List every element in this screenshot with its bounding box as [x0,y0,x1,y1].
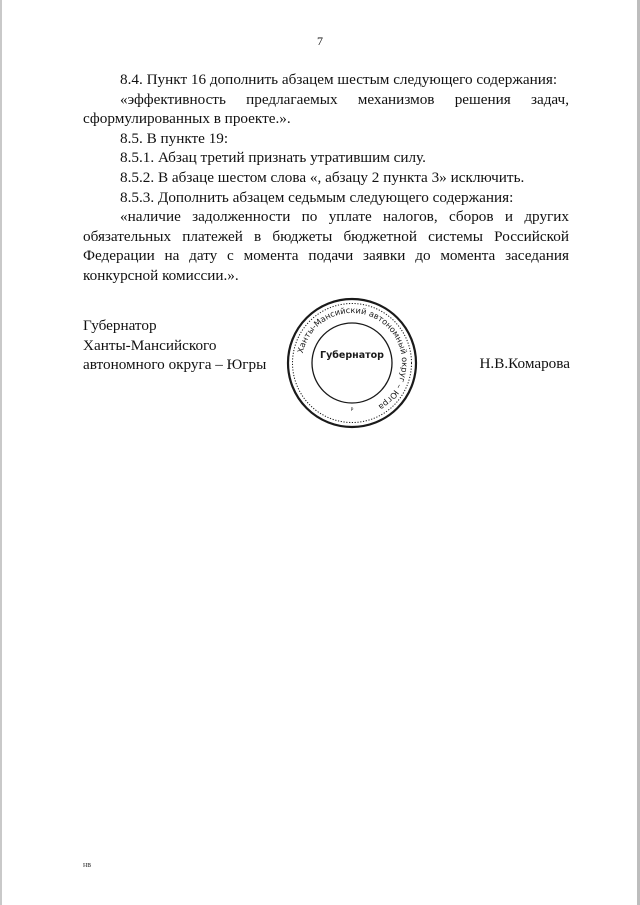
paragraph-8-5: 8.5. В пункте 19: [120,129,229,147]
paragraph-8-5-3-quote: «наличие задолженности по уплате налогов, сборов и других обязательных платежей в бюджеты бюджетной системы Российской Федерации на дату с момента подачи заявки до момента заседания конкурсной комиссии.». [83,208,569,284]
signatory-title-line-2: Ханты-Мансийского [83,336,217,354]
signatory-title [83,316,266,375]
paragraph-8-5-3: 8.5.3. Дополнить абзацем седьмым следующего содержания: [120,188,514,206]
seal-ring-text: Ханты-Мансийский автономный округ – Югра [295,304,411,413]
official-seal-stamp [285,296,419,430]
seal-center-text: Губернатор [320,350,384,361]
executor-mark: нв [83,860,92,869]
signatory-name: Н.В.Комарова [479,355,570,372]
scan-edge-left [0,0,2,905]
page-number: 7 [317,34,323,48]
paragraph-8-4: 8.4. Пункт 16 дополнить абзацем шестым следующего содержания: [120,71,558,88]
signatory-title-line-1: Губернатор [83,317,157,334]
paragraph-8-5-1: 8.5.1. Абзац третий признать утратившим силу. [120,149,426,167]
paragraph-8-4-quote: «эффективность предлагаемых механизмов решения задач, сформулированных в проекте.». [83,90,569,128]
paragraph-8-5-2: 8.5.2. В абзаце шестом слова «, абзацу 2 пункта 3» исключить. [120,168,525,186]
signatory-title-line-3: автономного округа – Югры [83,356,267,374]
seal-bottom-mark: Р [350,408,354,413]
document-body [83,70,569,286]
